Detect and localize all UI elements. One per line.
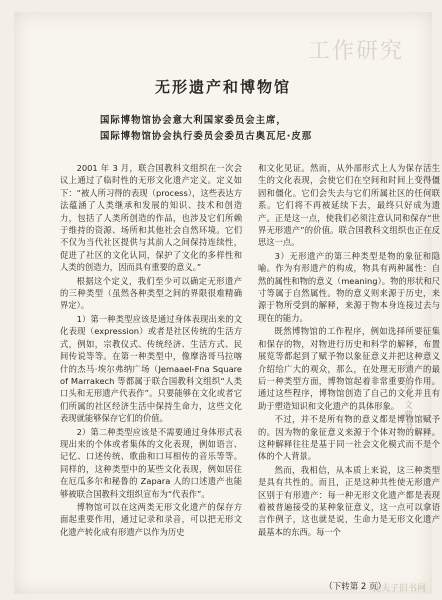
paragraph: 2）第二种类型应该是不需要通过身体形式表现出来的个体或者集体的文化表现，例如语言、记忆、口述传统、歌曲和口耳相传的音乐等等。同样的，这种类型中的某些文化表现，例如居住在厄瓜多尔和秘鲁的 Zapara 人的口述遗产也能够被联合国教科文组织宣布为“代表作”。 bbox=[60, 426, 242, 499]
paragraph: 不过，并不是所有物的意义都是博物馆赋予的。因为物的象征意义来源于个体对物的解释。这种解释往往是基于同一社会文化模式而不是个体的个人背景。 bbox=[258, 414, 440, 462]
paragraph: 3）无形遗产的第三种类型是物的象征和隐喻。作为有形遗产的构成，物具有两种属性：自然的属性和物的意义（meaning）。物的形状和尺寸等属于自然属性。物的意义则来源于历史，来源于物所受到的解释，来源于物本身连接过去与现在的能力。 bbox=[258, 250, 440, 323]
continued-note: （下转第 2 页） bbox=[324, 582, 386, 592]
author-line-2: 国际博物馆协会执行委员会委员古奥瓦尼·皮那 bbox=[100, 131, 313, 142]
paragraph: 2001 年 3 月，联合国教科文组织在一次会议上通过了临时性的无形文化遗产定义。定义如下：“被人所习得的表现（process），这些表达方法蕴涵了人类继承和发展的知识、技术和创造力，包括了人类所创造的作品，也涉及它们所赖于维持的资源、场所和其他社会自然环境。它们不仅为当代社区提供与其前人之间保持连续性，促进了社区的文化认同，保护了文化的多样性和人类的创造力，因而具有重要的意义。” bbox=[60, 163, 242, 273]
paragraph: 1）第一种类型应该是通过身体表现出来的文化表现（expression）或者是社区传统的生活方式，例如，宗教仪式、传统经济、生活方式、民间传说等等。在第一种类型中，像摩洛哥马拉喀什的杰马·埃尔弗纳广场（Jemaael-Fna Square of Marrakech 等都属于联合国教科文组织“人类口头和无形遗产代表作”。只要能够在文化或者它们所属的社区经济生活中保持生命力，这些文化表现就能够保存它们的价值。 bbox=[60, 313, 242, 424]
paragraph: 既然博物馆的工作程序，例如选择所要征集和保存的物，对物进行历史和科学的解释，布置展览等都起到了赋予物以象征意义并把这种意义介绍给广大的观众，那么，在处理无形遗产的最后一种类型方面，博物馆起着非常重要的作用。通过这些程序，博物馆创造了自己的文化并且有助于塑造知识和文化遗产的具体形象。 bbox=[258, 326, 440, 411]
paragraph: 和文化见证。然而，从外部形式上人为保存活生生的文化表现，会使它们在空间和时间上变得僵固和僵化。它们会失去与它们所属社区的任何联系。它们将不再被延续下去，最终只好成为遗产。正是这一点，使我们必须注意认同和保存“世界无形遗产”的价值。联合国教科文组织也正在反思这一点。 bbox=[258, 163, 440, 248]
paragraph: 博物馆可以在这两类无形文化遗产的保存方面起重要作用，通过记录和录音，可以把无形文化遗产转化成有形遗产以作为历史 bbox=[60, 501, 242, 537]
article-title: 无形遗产和博物馆 bbox=[154, 78, 291, 96]
left-column bbox=[60, 162, 242, 570]
paragraph: 根据这个定义，我们至少可以确定无形遗产的三种类型（虽然各种类型之间的界限很难精确界定）。 bbox=[60, 275, 242, 311]
margin-stamp: 高立高天文藏书 bbox=[402, 360, 412, 430]
page-sheet bbox=[14, 12, 440, 594]
header-ghost-text: 工作研究 bbox=[307, 39, 404, 64]
paragraph: 然而，我相信，从本质上来说，这三种类型是具有共性的。而且，正是这种共性使无形遗产区别于有形遗产：每一种无形文化遗产都是表现着被普遍接受的某种象征意义，这一点可以拿语言作例子，这也就是说，生命力是无形文化遗产最基本的东西。每一个 bbox=[258, 464, 440, 537]
watermark: 孔夫子旧书网 bbox=[371, 584, 426, 594]
author-line-1: 国际博物馆协会意大利国家委员会主席， bbox=[100, 115, 287, 126]
